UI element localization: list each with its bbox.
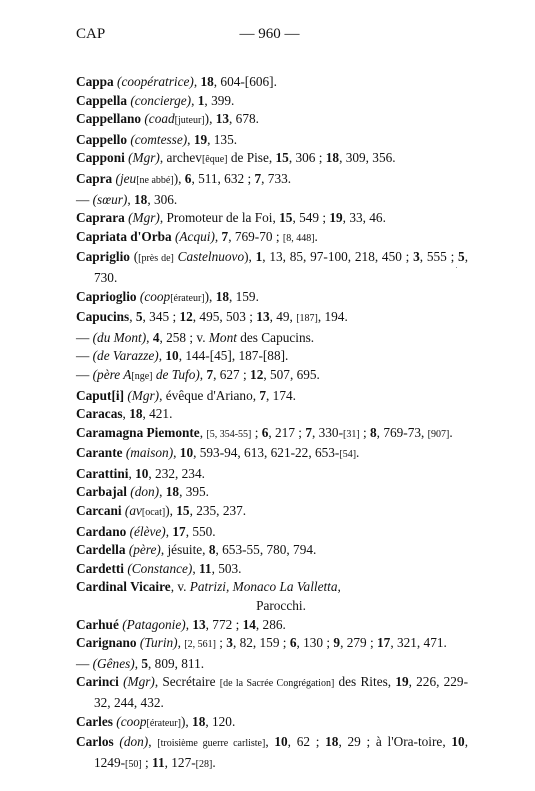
index-entry <box>76 170 468 191</box>
entry-text: — <box>76 655 93 671</box>
entry-text: , 593-94, 613, 621-22, 653- <box>193 445 340 461</box>
index-entry <box>76 209 468 228</box>
entry-text: , 511, 632 ; <box>191 170 255 186</box>
italic-text: (don) <box>130 484 160 500</box>
italic-text: Castelnuovo <box>177 249 245 265</box>
italic-text: Mont <box>208 329 237 345</box>
editorial-note: [2, 561] <box>184 639 216 651</box>
index-entry <box>76 523 468 542</box>
volume-number: 3 <box>226 635 233 651</box>
volume-number: 7 <box>259 387 267 403</box>
entry-text: , 279 ; <box>340 635 378 651</box>
entry-text: ; <box>359 424 371 440</box>
volume-number: 19 <box>395 674 409 690</box>
entry-text: , Secrétaire <box>154 674 220 690</box>
entry-heading: Caprara <box>76 210 125 226</box>
entry-text: , <box>187 131 194 147</box>
index-entry <box>76 347 468 366</box>
entry-text: , 399. <box>204 92 235 108</box>
entry-text: , 258 ; v. <box>159 329 209 345</box>
entry-text: ), <box>204 288 216 304</box>
entry-heading: Carcani <box>76 503 122 519</box>
volume-number: 8 <box>370 424 377 440</box>
editorial-note: [ne abbé] <box>136 174 174 186</box>
volume-number: 5 <box>141 655 149 671</box>
volume-number: 10 <box>451 734 465 750</box>
volume-number: 18 <box>165 484 180 500</box>
entry-text: , 127- <box>164 754 196 770</box>
entry-text: , 82, 159 ; <box>232 635 290 651</box>
entry-text: , 395. <box>179 484 209 500</box>
entry-text: , <box>177 635 185 651</box>
entry-text: ; <box>215 635 227 651</box>
italic-text: (Acqui) <box>175 228 215 244</box>
entry-text: , 550. <box>185 523 216 539</box>
italic-text: (jeu <box>115 170 137 186</box>
entry-text: , <box>192 560 199 576</box>
entry-text: — <box>76 348 93 364</box>
index-entry <box>76 541 468 560</box>
entry-heading: Capucins <box>76 309 130 325</box>
italic-text: (coad <box>144 111 175 127</box>
volume-number: 13 <box>215 111 230 127</box>
entry-heading: Carinci <box>76 674 119 690</box>
entry-text: , <box>265 734 275 750</box>
entry-text: , <box>158 348 166 364</box>
volume-number: 10 <box>165 348 179 364</box>
entry-text: ), <box>244 249 256 265</box>
entry-text: . <box>212 754 216 770</box>
volume-number: 10 <box>179 445 194 461</box>
entry-text: , 217 ; <box>268 424 306 440</box>
entry-text: , 286. <box>255 616 286 632</box>
entry-text: , <box>159 484 166 500</box>
entry-text: , 194. <box>317 309 348 325</box>
entry-text: , 13, 85, 97-100, 218, 450 ; <box>262 249 414 265</box>
volume-number: 7 <box>305 424 312 440</box>
volume-number: 18 <box>215 288 229 304</box>
italic-text: (élève) <box>129 523 166 539</box>
volume-number: 6 <box>261 424 269 440</box>
entry-text: , 653-55, 780, 794. <box>215 542 317 558</box>
entry-text: , 604-[606]. <box>213 74 277 89</box>
entry-text: , 733. <box>261 170 292 186</box>
editorial-note: [50] <box>125 758 142 770</box>
italic-text: (père A <box>92 366 132 382</box>
entry-text: , 49, <box>269 309 297 325</box>
entry-text: — <box>76 191 93 207</box>
entry-text: , <box>146 329 153 345</box>
index-entries <box>76 73 468 774</box>
entry-heading: Cardano <box>76 523 127 539</box>
volume-number: 7 <box>221 228 229 244</box>
entry-text: — <box>76 366 93 382</box>
editorial-note: [êque] <box>201 154 228 166</box>
editorial-note: [31] <box>343 428 360 440</box>
entry-heading: Cardella <box>76 542 126 558</box>
volume-number: 15 <box>176 503 190 519</box>
volume-number: 11 <box>198 560 212 576</box>
entry-text: , <box>129 309 136 325</box>
index-entry <box>76 92 468 111</box>
entry-text: , 772 ; <box>205 616 243 632</box>
entry-text: , 769-73, <box>376 424 428 440</box>
entry-text: , <box>193 74 201 89</box>
entry-heading: Capriglio <box>76 249 130 265</box>
entry-heading: Carignano <box>76 635 137 651</box>
editorial-note: [troisième guerre carliste] <box>157 738 266 750</box>
index-entry <box>76 502 468 523</box>
italic-text: (av <box>124 503 142 519</box>
volume-number: 18 <box>200 74 214 89</box>
volume-number: 18 <box>134 191 148 207</box>
index-entry <box>76 713 468 734</box>
entry-text: , <box>165 523 173 539</box>
entry-text: , 503. <box>211 560 242 576</box>
entry-text: , <box>214 228 222 244</box>
entry-text: des Capucins. <box>236 329 315 345</box>
volume-number: 15 <box>275 150 289 166</box>
entry-heading: Carles <box>76 713 113 729</box>
volume-number: 6 <box>289 635 297 651</box>
italic-text: (père) <box>128 542 161 558</box>
entry-text: , <box>127 191 135 207</box>
volume-number: 6 <box>184 170 192 186</box>
entry-text: ), <box>165 503 177 519</box>
index-entry <box>76 405 468 424</box>
page-header <box>76 26 463 46</box>
italic-text: (comtesse) <box>130 131 188 147</box>
italic-text: (Patagonie) <box>122 616 186 632</box>
volume-number: 1 <box>255 249 263 265</box>
index-entry <box>76 110 468 131</box>
entry-text: , 345 ; <box>142 309 180 325</box>
editorial-note: [187] <box>296 313 318 325</box>
editorial-note: [ocat] <box>141 507 166 519</box>
volume-number: 18 <box>325 734 339 750</box>
italic-text: (Mgr) <box>123 674 155 690</box>
entry-text: , 549 ; <box>292 210 330 226</box>
italic-text: (Turin) <box>139 635 178 651</box>
italic-text: (coop <box>116 713 147 729</box>
entry-text: des Rites, <box>334 674 396 690</box>
entry-continuation: Parocchi. <box>256 598 306 614</box>
volume-number: 17 <box>377 635 391 651</box>
entry-heading: Caramagna Piemonte <box>76 424 200 440</box>
volume-number: 13 <box>192 616 206 632</box>
entry-text: . <box>314 228 318 244</box>
volume-number: 10 <box>274 734 288 750</box>
editorial-note: [érateur] <box>146 717 181 729</box>
editorial-note: [907] <box>427 428 450 440</box>
entry-text: , 235, 237. <box>189 503 247 519</box>
entry-text: , 627 ; <box>213 366 251 382</box>
entry-text: , <box>185 616 193 632</box>
italic-text: (Mgr) <box>128 210 160 226</box>
index-entry <box>76 483 468 502</box>
entry-text: , v. <box>170 579 190 595</box>
volume-number: 12 <box>179 309 193 325</box>
italic-text: (coop <box>139 288 171 304</box>
italic-text: (du Mont) <box>92 329 147 345</box>
editorial-note: [8, 448] <box>282 232 315 244</box>
entry-text: , 555 ; <box>419 249 459 265</box>
entry-text: , 309, 356. <box>339 150 396 166</box>
entry-text: ), <box>173 170 185 186</box>
index-entry <box>76 444 468 465</box>
entry-text: , 306. <box>147 191 178 207</box>
entry-heading: Carhué <box>76 616 119 632</box>
entry-text: . <box>356 445 360 461</box>
volume-number: 5 <box>135 309 143 325</box>
entry-heading: Carante <box>76 445 123 461</box>
volume-number: 19 <box>193 131 208 147</box>
entry-text: , <box>122 406 130 422</box>
entry-text: , 678. <box>229 111 259 127</box>
index-entry <box>76 465 468 484</box>
entry-text: — <box>76 329 93 345</box>
volume-number: 18 <box>325 150 340 166</box>
index-entry <box>76 673 468 712</box>
entry-heading: Caprioglio <box>76 288 137 304</box>
entry-text: , 495, 503 ; <box>192 309 257 325</box>
volume-number: 19 <box>329 210 343 226</box>
entry-text: , 120. <box>205 713 236 729</box>
entry-text: ; <box>141 754 153 770</box>
italic-text: (de Varazze) <box>92 348 159 364</box>
entry-text: , 809, 811. <box>148 655 205 671</box>
entry-heading: Cardinal Vicaire <box>76 579 171 595</box>
entry-heading: Cappa <box>76 74 114 89</box>
entry-heading: Capra <box>76 170 113 186</box>
entry-text: , <box>173 445 180 461</box>
editorial-note: [5, 354-55] <box>206 428 252 440</box>
volume-number: 14 <box>242 616 256 632</box>
volume-number: 9 <box>333 635 341 651</box>
entry-text: , 306 ; <box>288 150 326 166</box>
entry-text: , 769-70 ; <box>228 228 283 244</box>
entry-heading: Carbajal <box>76 484 127 500</box>
entry-text: , 1249- <box>94 734 469 770</box>
entry-text: , 421. <box>142 406 173 422</box>
entry-heading: Cappellano <box>76 111 142 127</box>
index-entry <box>76 733 468 774</box>
entry-text: , 29 ; à l'Ora-toire, <box>338 734 452 750</box>
entry-text: ), <box>180 713 193 729</box>
italic-text: (Gênes) <box>92 655 135 671</box>
index-entry <box>76 149 468 170</box>
entry-text: , <box>191 92 198 108</box>
entry-text: , 174. <box>266 387 296 403</box>
print-speck <box>456 267 457 268</box>
entry-heading: Carlos <box>76 734 114 750</box>
entry-text: . <box>449 424 453 440</box>
entry-text: ; <box>251 424 262 440</box>
page-number: — 960 — <box>239 26 300 42</box>
index-entry <box>76 248 468 287</box>
entry-text: ), <box>204 111 216 127</box>
index-entry <box>76 308 468 329</box>
entry-heading: Caracas <box>76 406 123 422</box>
entry-text: , <box>199 424 207 440</box>
italic-text: de Tufo) <box>152 366 200 382</box>
editorial-note: [près de] <box>138 253 174 265</box>
index-entry <box>76 329 468 348</box>
volume-number: 7 <box>206 366 214 382</box>
italic-text: (don) <box>119 734 149 750</box>
entry-text: , Promoteur de la Foi, <box>159 210 280 226</box>
entry-text: , 321, 471. <box>390 635 447 651</box>
italic-text: (Mgr) <box>127 387 160 403</box>
index-entry <box>76 424 468 445</box>
entry-heading: Capponi <box>76 150 125 166</box>
entry-heading: Cardetti <box>76 560 124 576</box>
volume-number: 18 <box>192 713 206 729</box>
index-entry <box>76 634 468 655</box>
running-head: CAP <box>76 26 106 42</box>
editorial-note: [juteur] <box>174 115 205 127</box>
volume-number: 5 <box>458 249 465 265</box>
entry-text: , <box>134 655 142 671</box>
entry-text: , 232, 234. <box>148 465 205 481</box>
entry-text: , 330- <box>311 424 343 440</box>
volume-number: 17 <box>172 523 186 539</box>
entry-text: ( <box>129 249 139 265</box>
volume-number: 13 <box>256 309 270 325</box>
italic-text: (concierge) <box>130 92 192 108</box>
index-entry <box>76 366 468 387</box>
entry-text: , évêque d'Ariano, <box>159 387 260 403</box>
entry-heading: Capriata d'Orba <box>76 228 172 244</box>
entry-text: , 159. <box>228 288 259 304</box>
volume-number: 11 <box>152 754 165 770</box>
index-entry <box>76 288 468 309</box>
entry-text: , 730. <box>94 249 469 285</box>
index-entry <box>76 655 468 674</box>
entry-text: , jésuite, <box>160 542 209 558</box>
index-entry <box>76 616 468 635</box>
italic-text: Patrizi, Monaco La Valletta, <box>189 579 341 595</box>
italic-text: (coopératrice) <box>117 74 194 89</box>
volume-number: 12 <box>250 366 264 382</box>
editorial-note: [54] <box>339 449 357 461</box>
volume-number: 8 <box>208 542 216 558</box>
italic-text: (Constance) <box>127 560 193 576</box>
index-entry <box>76 73 468 92</box>
entry-heading: Carattini <box>76 465 129 481</box>
index-entry <box>76 191 468 210</box>
volume-number: 15 <box>279 210 293 226</box>
entry-heading: Caput[i] <box>76 387 125 403</box>
entry-text: , <box>128 465 136 481</box>
volume-number: 7 <box>254 170 262 186</box>
volume-number: 3 <box>413 249 420 265</box>
editorial-note: [nge] <box>131 370 153 382</box>
editorial-note: [érateur] <box>170 292 205 304</box>
index-entry <box>76 228 468 249</box>
volume-number: 10 <box>135 465 149 481</box>
index-entry <box>76 387 468 406</box>
entry-text: , <box>199 366 207 382</box>
italic-text: (maison) <box>125 445 174 461</box>
volume-number: 4 <box>152 329 160 345</box>
editorial-note: [28] <box>195 758 213 770</box>
italic-text: (sœur) <box>92 191 128 207</box>
index-entry <box>76 560 468 579</box>
entry-text: , 144-[45], 187-[88]. <box>178 348 289 364</box>
entry-text: , 135. <box>207 131 238 147</box>
editorial-note: [de la Sacrée Congrégation] <box>219 678 335 690</box>
index-entry <box>76 578 468 615</box>
index-entry <box>76 131 468 150</box>
entry-text: , 33, 46. <box>342 210 386 226</box>
entry-text: , 62 ; <box>287 734 326 750</box>
volume-number: 18 <box>129 406 143 422</box>
italic-text: (Mgr) <box>128 150 160 166</box>
entry-heading: Cappella <box>76 92 127 108</box>
volume-number: 1 <box>197 92 205 108</box>
entry-heading: Cappello <box>76 131 127 147</box>
entry-text: , archev <box>159 150 202 166</box>
entry-text: , 130 ; <box>296 635 334 651</box>
entry-text: , 507, 695. <box>263 366 320 382</box>
entry-text: de Pise, <box>227 150 276 166</box>
entry-text: , 226, 229-32, 244, 432. <box>94 674 468 710</box>
entry-text: , <box>148 734 158 750</box>
